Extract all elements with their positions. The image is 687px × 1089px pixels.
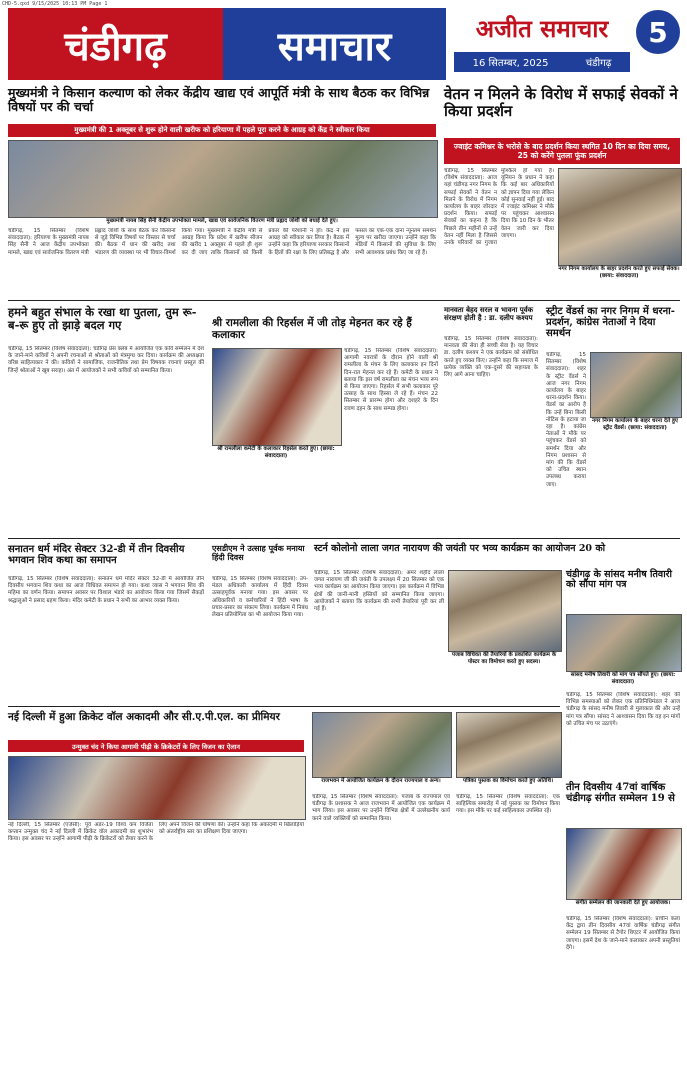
story6-body: चंडीगढ़, 15 सितम्बर (विशेष संवाददाता): शहर के स्ट्रीट वेंडर्स ने आज नगर निगम कार्यालय के बाहर धरना-प्रदर्शन किया। वेंडर्स का आरोप है कि उन्हें बिना किसी नोटिस के हटाया जा रहा है। कांग्रेस नेताओं ने मौके पर पहुंचकर वेंडर्स को समर्थन दिया और निगम प्रशासन से मांग की कि वेंडर्स को उचित स्थान उपलब्ध कराया जाए। xyxy=(546,352,586,488)
story6-caption: नगर निगम कार्यालय के बाहर धरना देते हुए स्ट्रीट वेंडर्स। (छाया: संवाददाता) xyxy=(592,418,678,431)
story8-body: चंडीगढ़, 15 सितम्बर (विशेष संवाददाता): उप-मंडल अधिकारी कार्यालय में हिंदी दिवस उत्साहपूर्वक मनाया गया। इस अवसर पर अधिकारियों व कर्मचारियों ने हिंदी भाषा के प्रचार-प्रसार का संकल्प लिया। कार्यक्रम में निबंध लेखन प्रतियोगिता का भी आयोजन किया गया। xyxy=(212,576,308,619)
story12-caption: पत्रिका पुस्तक का विमोचन करते हुए अतिथि। xyxy=(462,778,554,784)
story7-headline: सनातन धर्म मंदिर सेक्टर 32-डी में तीन दिवसीय भगवान शिव कथा का समापन xyxy=(8,544,185,566)
story10-headline: नई दिल्ली में हुआ क्रिकेट वॉल अकादमी और सी.ए.पी.एल. का प्रीमियर xyxy=(8,711,280,723)
masthead-title xyxy=(8,8,446,80)
city: चंडीगढ़ xyxy=(585,58,612,69)
story1-banner: मुख्यमंत्री की 1 अक्तूबर से शुरू होने वाली खरीफ को हरियाणा में पहले पूरा करने के आग्रह को केंद्र ने स्वीकार किया xyxy=(8,124,436,137)
story10-photo xyxy=(8,756,306,820)
story1-photo xyxy=(8,140,438,218)
story13-body: चंडीगढ़, 15 सितम्बर (विशेष संवाददाता): शहर की विभिन्न समस्याओं को लेकर एक प्रतिनिधिमंडल ने आज चंडीगढ़ के सांसद मनीष तिवारी से मुलाकात की और उन्हें मांग पत्र सौंपा। सांसद ने आश्वासन दिया कि वह इन मांगों को उचित मंच पर उठाएंगे। xyxy=(566,692,680,727)
story2-photo xyxy=(558,168,682,266)
story13-caption: सांसद मनीष तिवारी को मांग पत्र सौंपते हुए। (छाया: संवाददाता) xyxy=(570,672,676,685)
story10-body: नई दिल्ली, 15 सितम्बर (एजेंसी): पूर्व अंडर-19 विश्व कप विजेता कप्तान उन्मुक्त चंद ने नई दिल्ली में क्रिकेट वॉल अकादमी का शुभारंभ किया। इस अवसर पर उन्होंने आगामी पीढ़ी के क्रिकेटरों को तैयार करने के लिए अपने विजन की घोषणा की। उन्होंने कहा कि अकादमी में खिलाड़ियों को अंतर्राष्ट्रीय स्तर का प्रशिक्षण दिया जाएगा। xyxy=(8,822,304,843)
story1-body: चंडीगढ़, 15 सितम्बर (विशेष संवाददाता): हरियाणा के मुख्यमंत्री नायब सिंह सैनी ने आज केंद्रीय उपभोक्ता मामले, खाद्य एवं सार्वजनिक वितरण मंत्री प्रह्लाद जोशी के साथ बैठक कर किसानों से जुड़े विभिन्न विषयों पर विस्तार से चर्चा की। बैठक में धान की खरीद तथा भंडारण की व्यवस्था पर भी विचार-विमर्श किया गया। मुख्यमंत्री ने केंद्रीय मंत्री से आग्रह किया कि प्रदेश में खरीफ सीजन की खरीद 1 अक्तूबर से पहले ही शुरू कर दी जाए ताकि किसानों को किसी प्रकार की परेशानी न हो। केंद्र ने इस आग्रह को स्वीकार कर लिया है। बैठक में उन्होंने कहा कि हरियाणा सरकार किसानों के हितों की रक्षा के लिए प्रतिबद्ध है और फसल का एक-एक दाना न्यूनतम समर्थन मूल्य पर खरीदा जाएगा। उन्होंने कहा कि मंडियों में किसानों की सुविधा के लिए सभी आवश्यक प्रबंध किए जा रहे हैं। xyxy=(8,228,436,256)
story13-headline: चंडीगढ़ के सांसद मनीष तिवारी को सौंपा मांग पत्र xyxy=(566,569,673,591)
story9-caption: पंजाब विधिवत की तैयारियों के प्रकाशित कार्यक्रम के पोस्टर का विमोचन करते हुए सदस्य। xyxy=(451,652,557,665)
story14-caption: संगीत सम्मेलन की जानकारी देते हुए आयोजक। xyxy=(575,900,671,906)
story9-photo xyxy=(448,570,562,652)
story7-body: चंडीगढ़, 15 सितम्बर (विशेष संवाददाता): सनातन धर्म मंदिर सेक्टर 32-डी में आयोजित तीन दिवसीय भगवान शिव कथा का आज विधिवत समापन हो गया। कथा व्यास ने भगवान शिव की महिमा का वर्णन किया। समापन अवसर पर विशाल भंडारे का आयोजन किया गया जिसमें सैकड़ों श्रद्धालुओं ने प्रसाद ग्रहण किया। मंदिर कमेटी के प्रधान ने सभी का आभार व्यक्त किया। xyxy=(8,576,204,604)
story4-body: चंडीगढ़, 15 सितम्बर (विशेष संवाददाता): आगामी नवरात्रों के दौरान होने वाली श्री रामलीला के मंचन के लिए कलाकार इन दिनों दिन-रात मेहनत कर रहे हैं। कमेटी के प्रधान ने बताया कि इस वर्ष रामलीला का मंचन भव्य रूप से किया जाएगा। रिहर्सल में सभी कलाकार पूरे उत्साह के साथ हिस्सा ले रहे हैं। मंचन 22 सितम्बर से प्रारम्भ होगा और दशहरे के दिन रावण दहन के साथ सम्पन्न होगा। xyxy=(344,348,438,412)
divider xyxy=(8,706,560,707)
brand-logo: अजीत समाचार xyxy=(475,14,609,43)
divider xyxy=(8,538,680,539)
story3-body: चंडीगढ़, 15 सितम्बर (विशेष संवाददाता): चंडीगढ़ प्रेस क्लब में आयोजित एक कवि सम्मेलन में देश के जाने-माने कवियों ने अपनी रचनाओं से श्रोताओं को मंत्रमुग्ध कर दिया। कार्यक्रम की अध्यक्षता वरिष्ठ साहित्यकार ने की। कवियों ने सामाजिक, राजनीतिक तथा प्रेम विषयक रचनाएं प्रस्तुत कीं जिन्हें श्रोताओं ने खूब सराहा। अंत में आयोजकों ने सभी कवियों को सम्मानित किया। xyxy=(8,346,204,374)
story10-sub: उन्मुक्त चंद ने किया आगामी पीढ़ी के क्रिकेटरों के लिए विजन का ऐलान xyxy=(8,740,304,752)
story3-headline: हमने बहुत संभाल के रखा था पुतला, तुम रू-ब-रू हुए तो झाड़े बदल गए xyxy=(8,305,197,332)
title-right: समाचार xyxy=(223,8,446,80)
story4-headline: श्री रामलीला की रिहर्सल में जी तोड़ मेहनत कर रहे हैं कलाकार xyxy=(212,317,412,341)
story1-headline: मुख्यमंत्री ने किसान कल्याण को लेकर केंद्रीय खाद्य एवं आपूर्ति मंत्री के साथ बैठक कर विभिन्न विषयों पर की चर्चा xyxy=(8,85,430,114)
page-number: 5 xyxy=(636,10,680,54)
story5-body: चंडीगढ़, 15 सितम्बर (विशेष संवाददाता): मानवता की सेवा ही सच्ची सेवा है। यह विचार डा. दलीप कश्यप ने एक कार्यक्रम को संबोधित करते हुए व्यक्त किए। उन्होंने कहा कि समाज में प्रत्येक व्यक्ति को एक-दूसरे की सहायता के लिए आगे आना चाहिए। xyxy=(444,336,538,379)
title-left: चंडीगढ़ xyxy=(8,8,223,80)
story4-caption: श्री रामलीला कमेटी के कलाकार रिहर्सल करते हुए। (छाया: संवाददाता) xyxy=(217,446,335,459)
story9-headline: स्टर्न कोलोनो लाला जगत नारायण की जयंती पर भव्य कार्यक्रम का आयोजन 20 को xyxy=(314,543,606,554)
story6-headline: स्ट्रीट वेंडर्स का नगर निगम में धरना-प्रदर्शन, कांग्रेस नेताओं ने दिया समर्थन xyxy=(546,306,675,339)
story12-body: चंडीगढ़, 15 सितम्बर (विशेष संवाददाता): एक साहित्यिक समारोह में नई पुस्तक का विमोचन किया गया। इस मौके पर कई साहित्यकार उपस्थित रहे। xyxy=(456,794,560,815)
story14-photo xyxy=(566,828,682,900)
story4-photo xyxy=(212,348,342,446)
story13-photo xyxy=(566,614,682,672)
print-slug: CHD-5.qxd 9/15/2025 10:13 PM Page 1 xyxy=(2,1,108,7)
story8-headline: एसडीएम ने उत्साह पूर्वक मनाया हिंदी दिवस xyxy=(212,543,305,562)
story2-headline: वेतन न मिलने के विरोध में सफाई सेवकों ने किया प्रदर्शन xyxy=(444,85,678,120)
divider xyxy=(8,300,680,301)
masthead-brand-block xyxy=(454,8,680,80)
date: 16 सितम्बर, 2025 xyxy=(472,58,549,69)
story11-caption: राजभवन में आयोजित कार्यक्रम के दौरान राज्यपाल व अन्य। xyxy=(321,778,441,784)
masthead xyxy=(8,8,680,80)
story2-body: चंडीगढ़, 15 सितम्बर (विशेष संवाददाता): आज यहां चंडीगढ़ नगर निगम के सफाई सेवकों ने वेतन न मिलने के विरोध में निगम कार्यालय के बाहर जोरदार प्रदर्शन किया। सफाई सेवकों का कहना है कि पिछले तीन महीनों से उन्हें वेतन नहीं मिला है जिससे उनके परिवारों का गुजारा मुश्किल हो गया है। यूनियन के प्रधान ने कहा कि कई बार अधिकारियों को ज्ञापन दिया गया लेकिन कोई सुनवाई नहीं हुई। बाद में ज्वाइंट कमिश्नर ने मौके पर पहुंचकर आश्वासन दिया कि 10 दिन के भीतर वेतन जारी कर दिया जाएगा। xyxy=(444,168,554,247)
story11-body: चंडीगढ़, 15 सितम्बर (विशेष संवाददाता): पंजाब के राज्यपाल एवं चंडीगढ़ के प्रशासक ने आज राजभवन में आयोजित एक कार्यक्रम में भाग लिया। इस अवसर पर उन्होंने विभिन्न क्षेत्रों में उल्लेखनीय कार्य करने वाले व्यक्तियों को सम्मानित किया। xyxy=(312,794,450,822)
story9-body: चंडीगढ़, 15 सितम्बर (विशेष संवाददाता): अमर शहीद लाला जगत नारायण जी की जयंती के उपलक्ष्य में 20 सितम्बर को एक भव्य कार्यक्रम का आयोजन किया जाएगा। इस कार्यक्रम में विभिन्न क्षेत्रों की जानी-मानी हस्तियों को सम्मानित किया जाएगा। आयोजकों ने बताया कि कार्यक्रम की सभी तैयारियां पूरी कर ली गई हैं। xyxy=(314,570,444,613)
story1-caption: मुख्यमंत्री नायब सिंह सैनी केंद्रीय उपभोक्ता मामले, खाद्य एवं सार्वजनिक वितरण मंत्री प्रह्लाद जोशी को बधाई देते हुए। xyxy=(106,218,338,224)
story6-photo xyxy=(590,352,682,418)
dateline xyxy=(454,52,630,72)
story2-banner: ज्वाइंट कमिश्नर के भरोसे के बाद प्रदर्शन किया स्थगित 10 दिन का दिया समय, 25 को करेंगे पुतला फूंक प्रदर्शन xyxy=(444,138,680,164)
story2-caption: नगर निगम कार्यालय के बाहर प्रदर्शन करते हुए सफाई सेवक। (छाया: संवाददाता) xyxy=(558,266,680,279)
story14-body: चंडीगढ़, 15 सितम्बर (विशेष संवाददाता): प्राचीन कला केंद्र द्वारा तीन दिवसीय 47वां वार्षिक चंडीगढ़ संगीत सम्मेलन 19 सितम्बर से टैगोर थिएटर में आयोजित किया जाएगा। इसमें देश के जाने-माने कलाकार अपनी प्रस्तुतियां देंगे। xyxy=(566,916,680,951)
story12-photo xyxy=(456,712,562,778)
story11-photo xyxy=(312,712,452,778)
story14-headline: तीन दिवसीय 47वां वार्षिक चंडीगढ़ संगीत सम्मेलन 19 से xyxy=(566,782,675,804)
story5-headline: मानवता बेहद सरल व भावना पूर्वक संरक्षण होती है : डा. दलीप कश्यप xyxy=(444,305,533,322)
